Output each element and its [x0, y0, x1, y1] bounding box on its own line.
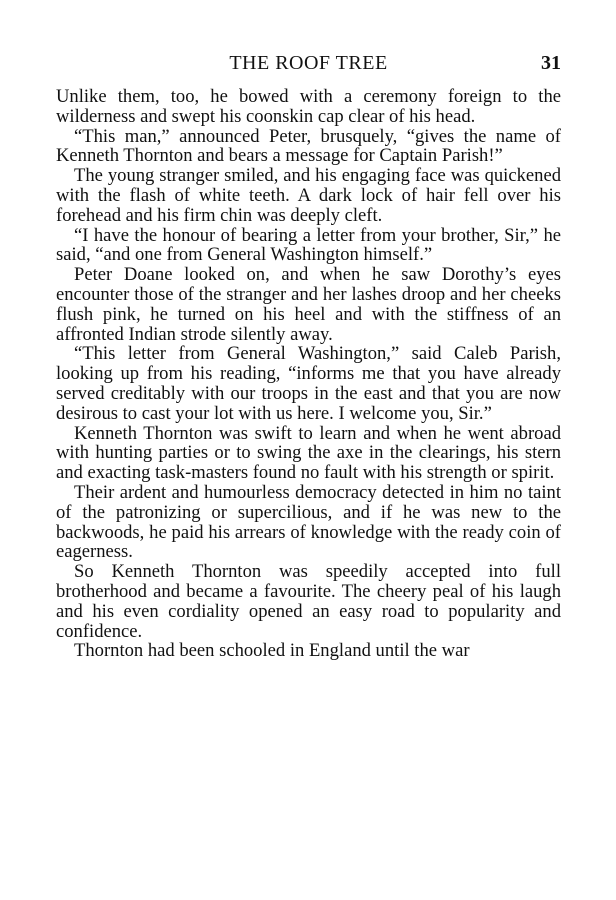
- paragraph: So Kenneth Thornton was speedily accepted into full brotherhood and became a favourite. The cheery peal of his laugh and his even cordiality opened an easy road to popularity and confidence.: [56, 561, 561, 642]
- paragraph: Kenneth Thornton was swift to learn and when he went abroad with hunting parties or to swing the axe in the clearings, his stern and exacting task-masters found no fault with his strength or spirit.: [56, 422, 561, 484]
- paragraph: Their ardent and humourless democracy detected in him no taint of the patronizing or supercilious, and if he was new to the backwoods, he paid his arrears of knowledge with the ready coin of eagerness.: [56, 481, 561, 563]
- paragraph: Unlike them, too, he bowed with a ceremony foreign to the wilderness and swept his coonskin cap clear of his head.: [56, 86, 561, 127]
- paragraph: “I have the honour of bearing a letter from your brother, Sir,” he said, “and one from General Washington himself.”: [56, 224, 561, 266]
- paragraph: “This letter from General Washington,” said Caleb Parish, looking up from his reading, “informs me that you have already served creditably with our troops in the east and that you are now desirous to cast your lot with us here. I welcome you, Sir.”: [56, 343, 561, 424]
- paragraph: Thornton had been schooled in England until the war: [74, 640, 470, 662]
- body-text: [56, 87, 561, 661]
- paragraph: “This man,” announced Peter, brusquely, “gives the name of Kenneth Thornton and bears a message for Captain Parish!”: [56, 125, 561, 167]
- paragraph: The young stranger smiled, and his engaging face was quickened with the flash of white teeth. A dark lock of hair fell over his forehead and his firm chin was deeply cleft.: [56, 165, 561, 226]
- running-header: [56, 52, 561, 76]
- page-number: 31: [541, 52, 561, 74]
- running-title: THE ROOF TREE: [229, 52, 388, 74]
- paragraph: Peter Doane looked on, and when he saw Dorothy’s eyes encounter those of the stranger and her lashes droop and her cheeks flush pink, he turned on his heel and with the stiffness of an affronted Indian strode silently away.: [56, 264, 561, 345]
